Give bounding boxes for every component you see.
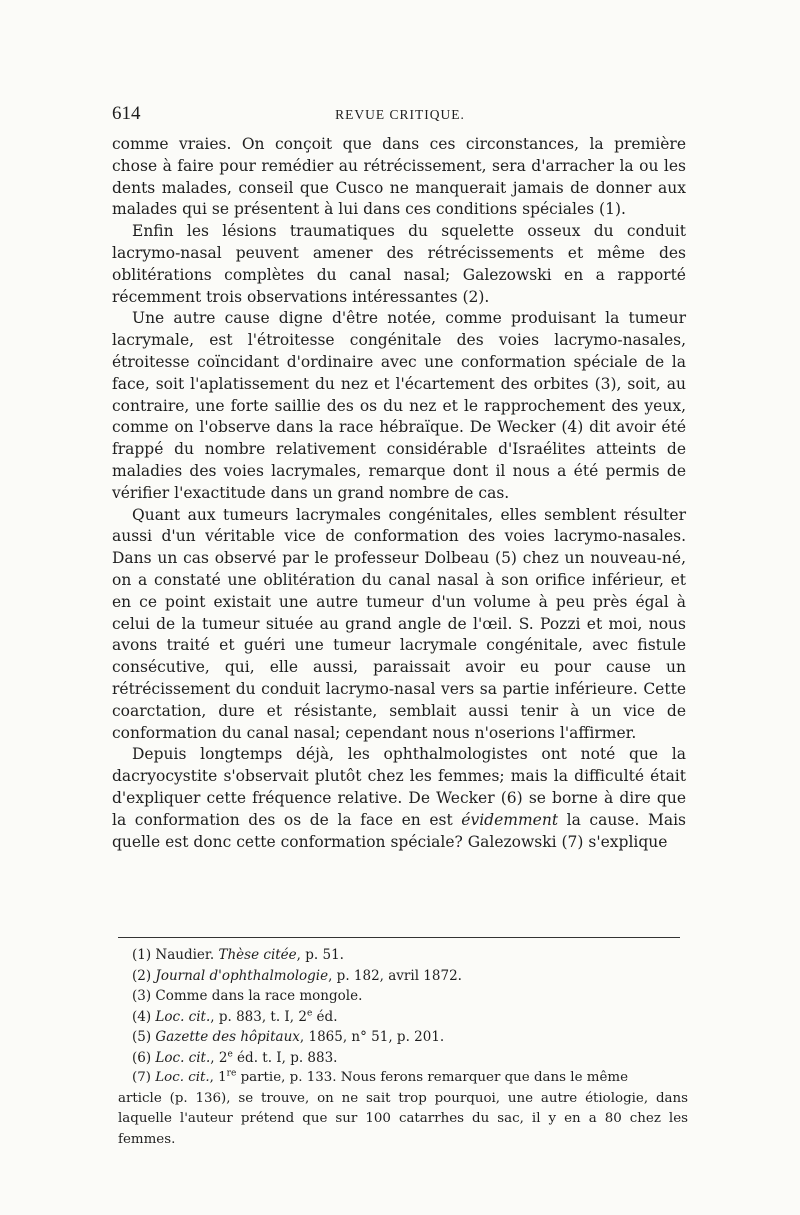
paragraph: Quant aux tumeurs lacrymales congénitales, elles semblent résulter aussi d'un véritable vice de conformation des voies lacrymo-nasales. Dans un cas observé par le professeur Dolbeau (5) chez un nouveau-né, on a constaté une oblitération du canal nasal à son orifice inférieur, et en ce point existait une autre tumeur d'un volume à peu près égal à celui de la tumeur située au grand angle de l'œil. S. Pozzi et moi, nous avons traité et guéri une tumeur lacrymale congénitale, avec fistule consécutive, qui, elle aussi, paraissait avoir eu pour cause un rétrécissement du conduit lacrymo-nasal vers sa partie inférieure. Cette coarctation, dure et résistante, semblait aussi tenir à un vice de conformation du canal nasal; cependant nous n'oserions l'affirmer.: [112, 505, 686, 742]
footnote-title: Loc. cit.: [155, 1070, 210, 1085]
footnote-text: , p. 51.: [296, 947, 344, 963]
footnote-text: Naudier.: [155, 947, 219, 963]
footnote-superscript: re: [226, 1068, 237, 1079]
paragraph: [112, 744, 686, 853]
footnote-superscript: e: [306, 1008, 313, 1018]
footnote-title: Thèse citée: [218, 947, 297, 963]
footnote-text: éd.: [312, 1008, 338, 1025]
footnote-text: partie, p. 133. Nous ferons remarquer que dans le même: [236, 1070, 628, 1085]
footnote-title: Journal d'ophthalmologie: [155, 967, 329, 984]
footnote-title: Loc. cit.: [155, 1049, 211, 1066]
paragraph: Enfin les lésions traumatiques du squelette osseux du conduit lacrymo-nasal peuvent amener des rétrécissements et même des oblitérations complètes du canal nasal; Galezowski en a rapporté récemment trois observations intéressantes (2).: [112, 222, 686, 306]
footnote-text: , 2: [210, 1049, 228, 1066]
footnote-number: (6): [132, 1049, 152, 1066]
footnote-6: [118, 1048, 688, 1069]
footnote-2: [118, 966, 688, 987]
footnote-text: , 1865, n° 51, p. 201.: [299, 1029, 445, 1045]
paragraph-text: Depuis longtemps déjà, les ophthalmologistes ont noté que la dacryocystite s'observait plutôt chez les femmes; mais la difficulté était d'expliquer cette fréquence relative. De Wecker (6) se borne à dire que la conformation des os de la face en est: [112, 745, 686, 829]
footnote-text: , p. 182, avril 1872.: [328, 967, 462, 984]
footnote-rule: [118, 937, 680, 938]
emphasis-text: évidemment: [461, 810, 559, 829]
footnote-4: [118, 1007, 688, 1028]
footnote-number: (4): [132, 1008, 152, 1025]
footnote-number: (2): [132, 967, 152, 984]
footnote-text: Comme dans la race mongole.: [155, 988, 363, 1004]
running-title: REVUE CRITIQUE.: [335, 107, 465, 122]
footnote-number: (1): [132, 947, 152, 963]
footnote-text: , p. 883, t. I, 2: [210, 1008, 307, 1025]
footnote-number: (3): [132, 988, 152, 1004]
footnote-title: Loc. cit.: [155, 1008, 211, 1025]
footnote-text: , 1: [209, 1070, 227, 1085]
footnote-text: éd. t. I, p. 883.: [232, 1049, 338, 1066]
footnote-7-continuation: article (p. 136), se trouve, on ne sait trop pourquoi, une autre étiologie, dans laquelle l'auteur prétend que sur 100 catarrhes du sac, il y en a 80 chez les femmes.: [118, 1090, 688, 1147]
footnote-1: [118, 945, 688, 966]
paragraph-text: la cause. Mais quelle est donc cette conformation spéciale? Galezowski (7) s'explique: [112, 810, 686, 851]
footnote-number: (7): [132, 1070, 151, 1085]
footnote-3: [118, 986, 688, 1007]
paragraph: comme vraies. On conçoit que dans ces circonstances, la première chose à faire pour remédier au rétrécissement, sera d'arracher la ou les dents malades, conseil que Cusco ne manquerait jamais de donner aux malades qui se présentent à lui dans ces conditions spéciales (1).: [112, 135, 686, 219]
footnote-title: Gazette des hôpitaux: [155, 1029, 300, 1045]
paragraph: Une autre cause digne d'être notée, comme produisant la tumeur lacrymale, est l'étroitesse congénitale des voies lacrymo-nasales, étroitesse coïncidant d'ordinaire avec une conformation spéciale de la face, soit l'aplatissement du nez et l'écartement des orbites (3), soit, au contraire, une forte saillie des os du nez et le rapprochement des yeux, comme on l'observe dans la race hébraïque. De Wecker (4) dit avoir été frappé du nombre relativement considérable d'Israélites atteints de maladies des voies lacrymales, remarque dont il nous a été permis de vérifier l'exactitude dans un grand nombre de cas.: [112, 309, 686, 502]
footnotes: [118, 945, 688, 1150]
footnote-5: [118, 1027, 688, 1048]
footnote-number: (5): [132, 1029, 152, 1045]
page-number: 614: [112, 103, 141, 124]
footnote-7: [118, 1068, 688, 1089]
footnote-superscript: e: [227, 1049, 233, 1059]
body-text: [112, 134, 686, 853]
